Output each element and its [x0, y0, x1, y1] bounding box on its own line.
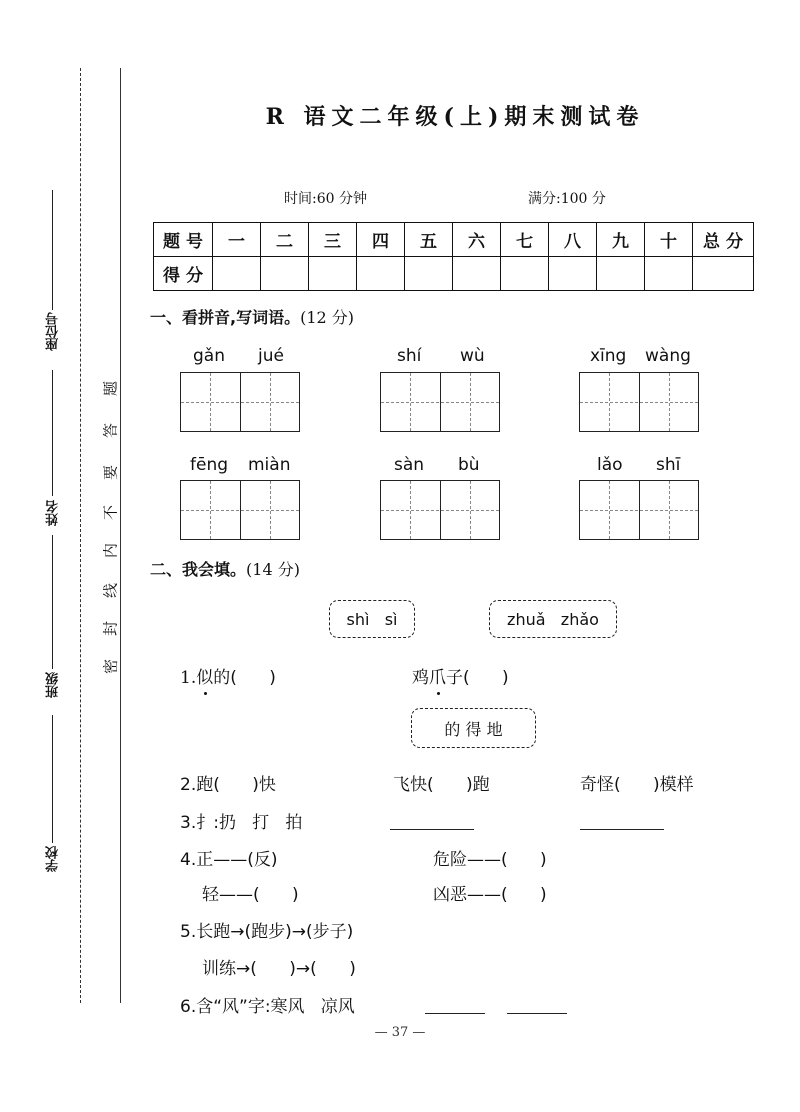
pinyin: zhǎo: [560, 609, 599, 629]
answer-blank[interactable]: [580, 829, 664, 830]
question-5b: 训练→( )→( ): [202, 959, 356, 979]
pinyin: lǎo: [597, 455, 623, 475]
score-cell[interactable]: [501, 257, 549, 291]
writing-grid[interactable]: [579, 372, 699, 432]
score-header-cell: 四: [357, 223, 405, 257]
seal-char: 不: [101, 505, 120, 521]
pinyin: zhuǎ: [507, 609, 546, 629]
score-cell[interactable]: [405, 257, 453, 291]
score-cell[interactable]: [693, 257, 754, 291]
dashed-cut-line: [80, 68, 81, 1003]
pinyin: miàn: [248, 455, 291, 475]
score-header-cell: 一: [213, 223, 261, 257]
seal-char: 封: [101, 621, 120, 637]
section-points: (12 分): [300, 308, 355, 327]
question-4c: 轻——( ): [202, 885, 299, 905]
pinyin: wàng: [645, 346, 691, 366]
pinyin: jué: [258, 346, 284, 366]
score-header-cell: 十: [645, 223, 693, 257]
score-cell[interactable]: [645, 257, 693, 291]
answer-blank[interactable]: [507, 1013, 567, 1014]
seal-char: 答: [101, 423, 120, 439]
score-header-cell: 二: [261, 223, 309, 257]
section1-heading: [150, 305, 354, 328]
score-header-cell: 五: [405, 223, 453, 257]
score-cell[interactable]: [309, 257, 357, 291]
table-row: [154, 223, 754, 257]
school-blank: [52, 715, 53, 843]
word-option-box: 的 得 地: [411, 708, 536, 748]
score-header-cell: 题 号: [154, 223, 213, 257]
section-title: 一、看拼音,写词语。: [150, 308, 301, 327]
section2-heading: [150, 557, 300, 580]
score-cell[interactable]: [261, 257, 309, 291]
score-header-cell: 七: [501, 223, 549, 257]
seal-char: 题: [101, 381, 120, 397]
seat-blank: [52, 190, 53, 310]
pinyin: xīng: [590, 346, 627, 366]
pinyin: shī: [656, 455, 681, 475]
dotted-char: 似: [196, 668, 214, 688]
class-label: 班级: [46, 672, 61, 698]
page-title: R 语文二年级(上)期末测试卷: [265, 104, 645, 130]
pinyin: shì: [346, 609, 370, 629]
score-header-cell: 九: [597, 223, 645, 257]
writing-grid[interactable]: [380, 480, 500, 540]
pinyin: gǎn: [193, 346, 225, 366]
full-score-info: 满分:100 分: [528, 191, 606, 207]
seal-char: 密: [101, 659, 120, 675]
pinyin-option-box: [489, 600, 617, 638]
seat-label: 座位号: [46, 312, 61, 351]
writing-grid[interactable]: [180, 480, 300, 540]
pinyin: wù: [460, 346, 485, 366]
question-1a: 1.似的( ): [180, 668, 276, 688]
question-4d: 凶恶——( ): [433, 885, 547, 905]
score-header-cell: 六: [453, 223, 501, 257]
score-cell[interactable]: [549, 257, 597, 291]
pinyin: fēng: [190, 455, 229, 475]
score-header-cell: 八: [549, 223, 597, 257]
pinyin: bù: [458, 455, 480, 475]
question-2c: 奇怪( )模样: [580, 775, 694, 795]
score-header-cell: 三: [309, 223, 357, 257]
writing-grid[interactable]: [380, 372, 500, 432]
answer-blank[interactable]: [390, 829, 474, 830]
pinyin: sì: [384, 609, 398, 629]
question-5a: 5.长跑→(跑步)→(步子): [180, 922, 354, 942]
question-4a: 4.正——(反): [180, 850, 278, 870]
margin-line: [120, 68, 121, 1003]
score-cell[interactable]: [597, 257, 645, 291]
pinyin: sàn: [394, 455, 425, 475]
name-blank: [52, 370, 53, 496]
answer-blank[interactable]: [425, 1013, 485, 1014]
question-2a: 2.跑( )快: [180, 775, 276, 795]
question-3: 3.扌:扔 打 拍: [180, 813, 303, 833]
question-6: 6.含“风”字:寒风 凉风: [180, 997, 355, 1017]
school-label: 学校: [46, 846, 61, 872]
question-4b: 危险——( ): [433, 850, 547, 870]
score-row-label: 得 分: [154, 257, 213, 291]
writing-grid[interactable]: [579, 480, 699, 540]
score-table: [153, 222, 754, 291]
seal-char: 内: [101, 543, 120, 559]
score-cell[interactable]: [213, 257, 261, 291]
table-row: [154, 257, 754, 291]
score-header-cell: 总 分: [693, 223, 754, 257]
writing-grid[interactable]: [180, 372, 300, 432]
score-cell[interactable]: [453, 257, 501, 291]
question-1b: 鸡爪子( ): [412, 668, 509, 688]
seal-char: 线: [101, 583, 120, 599]
score-cell[interactable]: [357, 257, 405, 291]
section-points: (14 分): [246, 560, 300, 579]
pinyin: shí: [397, 346, 422, 366]
name-label: 姓名: [46, 500, 61, 526]
section-title: 二、我会填。: [150, 560, 247, 579]
time-info: 时间:60 分钟: [284, 191, 367, 207]
seal-char: 要: [101, 465, 120, 481]
class-blank: [52, 535, 53, 669]
dotted-char: 爪: [429, 668, 446, 688]
question-2b: 飞快( )跑: [393, 775, 490, 795]
page-number: — 37 —: [374, 1025, 426, 1040]
pinyin-option-box: [329, 600, 415, 638]
